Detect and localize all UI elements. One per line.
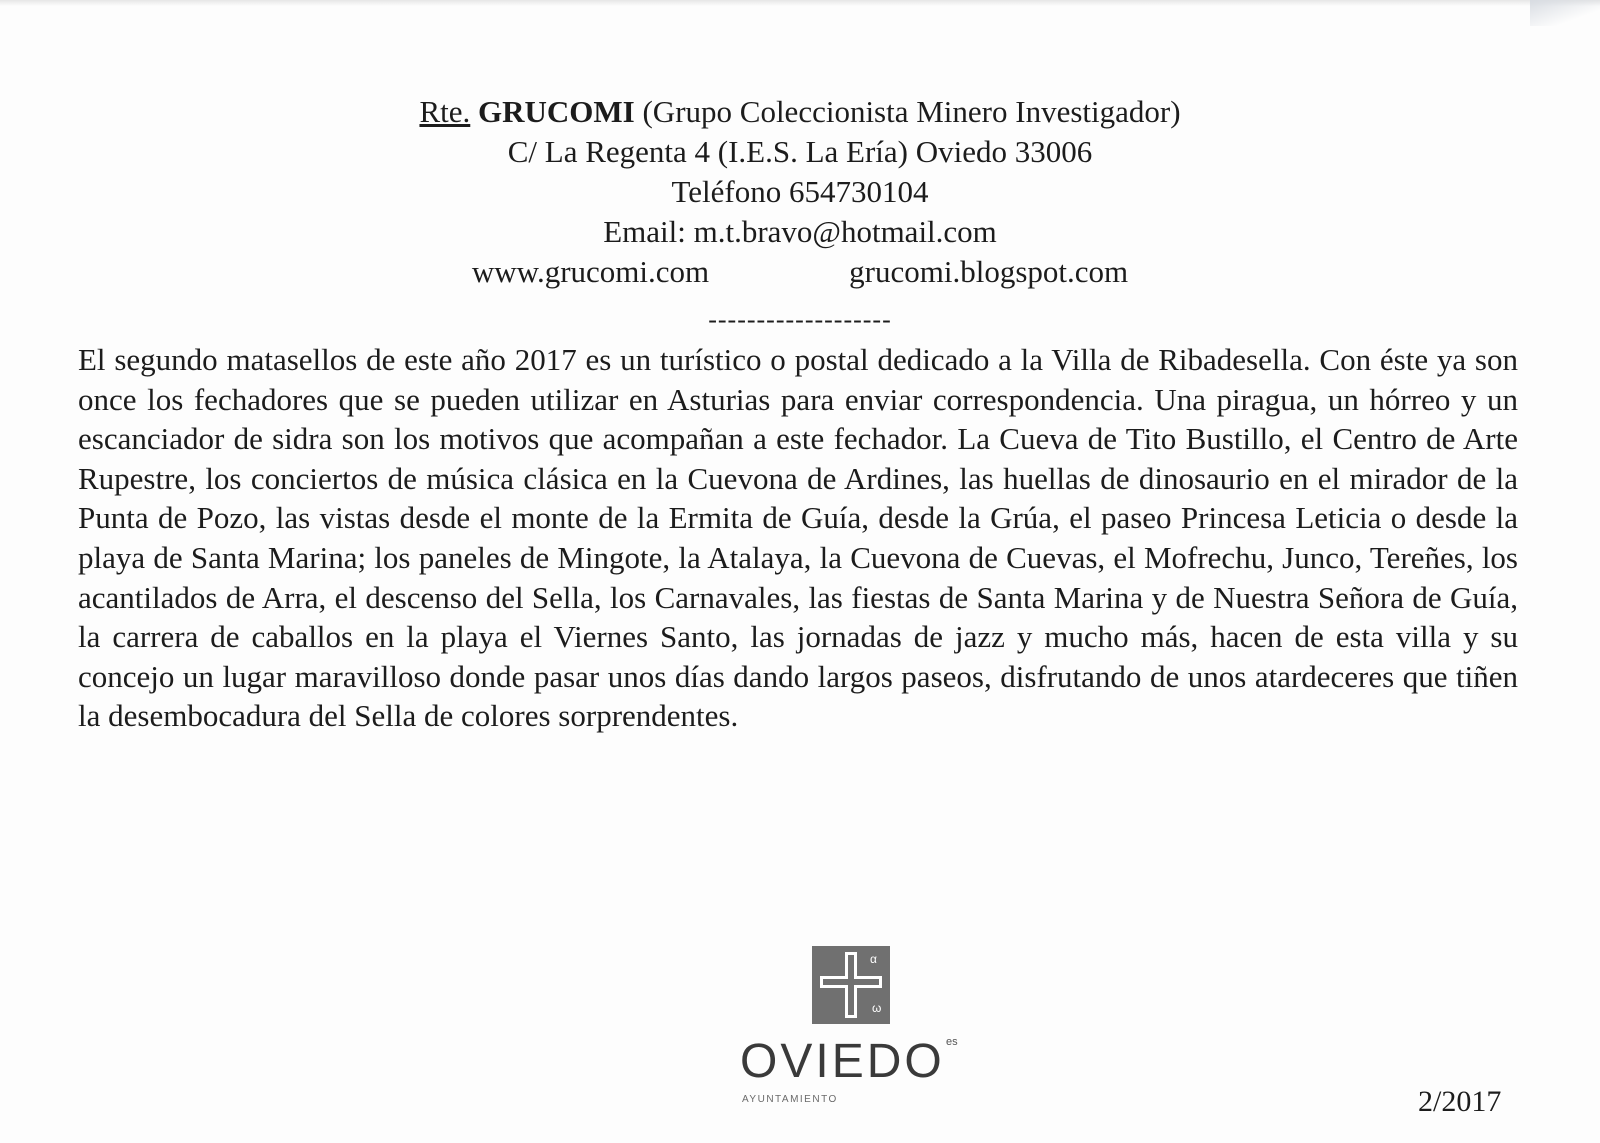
sender-web-links [0, 252, 1600, 292]
scan-corner-tint [1530, 0, 1600, 26]
sender-phone: Teléfono 654730104 [671, 174, 929, 209]
logo-subtitle: AYUNTAMIENTO [742, 1094, 838, 1105]
logo-suffix: es [946, 1036, 958, 1048]
sender-prefix: Rte. [419, 94, 471, 129]
sender-name: GRUCOMI [478, 94, 635, 129]
svg-text:α: α [870, 952, 877, 966]
sender-email: Email: m.t.bravo@hotmail.com [603, 214, 997, 249]
description-paragraph: El segundo matasellos de este año 2017 es un turístico o postal dedicado a la Villa de Ribadesella. Con éste ya son once los fechadores que se pueden utilizar en Asturias para enviar correspondencia. Una piragua, un hórreo y un escanciador de sidra son los motivos que acompañan a este fechador. La Cueva de Tito Bustillo, el Centro de Arte Rupestre, los conciertos de música clásica en la Cuevona de Ardines, las huellas de dinosaurio en el mirador de la Punta de Pozo, las vistas desde el monte de la Ermita de Guía, desde la Grúa, el paseo Princesa Leticia o desde la playa de Santa Marina; los paneles de Mingote, la Atalaya, la Cuevona de Cuevas, el Mofrechu, Junco, Tereñes, los acantilados de Arra, el descenso del Sella, los Carnavales, las fiestas de Santa Marina y de Nuestra Señora de Guía, la carrera de caballos en la playa el Viernes Santo, las jornadas de jazz y mucho más, hacen de esta villa y su concejo un lugar maravilloso donde pasar unos días dando largos paseos, disfrutando de unos atardeceres que tiñen la desembocadura del Sella de colores sorprendentes. [78, 342, 1518, 734]
oviedo-logo [740, 946, 970, 1116]
sender-address: C/ La Regenta 4 (I.E.S. La Ería) Oviedo 33006 [507, 134, 1093, 169]
logo-wordmark: OVIEDO [740, 1035, 945, 1088]
blog-text: grucomi.blogspot.com [849, 254, 1129, 289]
issue-number: 2/2017 [1418, 1085, 1502, 1118]
oviedo-cross-emblem-icon [812, 946, 890, 1024]
sender-line [0, 92, 1600, 132]
sender-full-name: (Grupo Coleccionista Minero Investigador) [642, 94, 1181, 129]
website-text: www.grucomi.com [471, 254, 710, 289]
dashed-separator: ------------------- [708, 305, 892, 334]
svg-text:ω: ω [872, 1001, 882, 1015]
sender-block [0, 92, 1600, 292]
scan-edge-shadow [0, 0, 1600, 6]
